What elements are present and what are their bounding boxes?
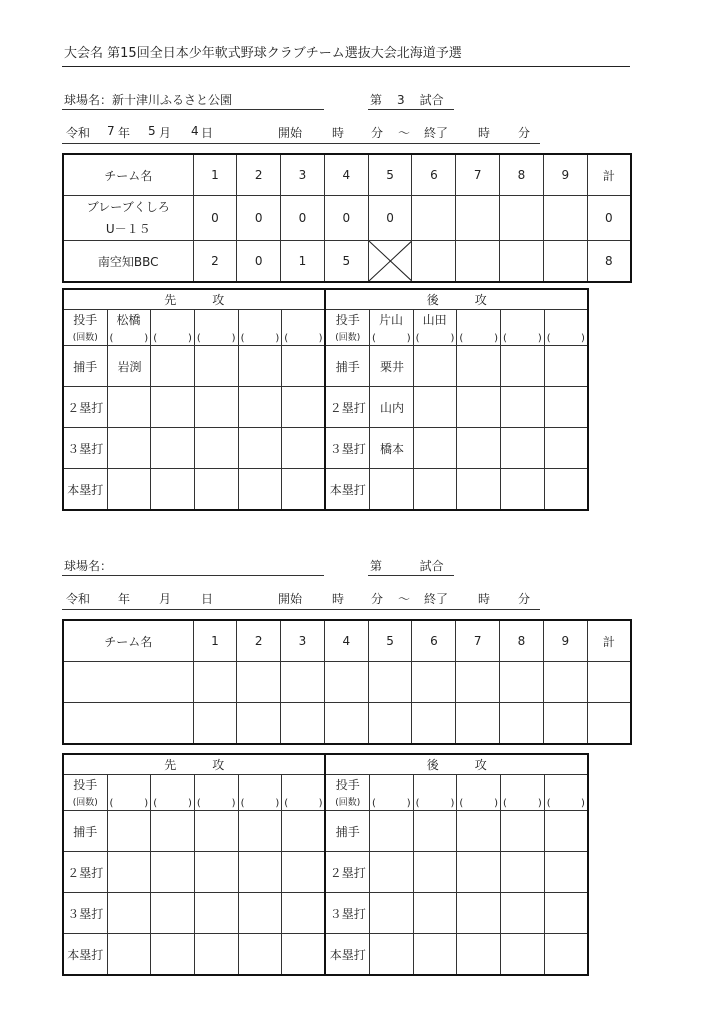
paren: ( ) (371, 333, 411, 344)
venue-underline (62, 575, 324, 576)
pitching-table (62, 753, 589, 976)
end-hour-label: 時 (478, 126, 491, 140)
triple-label: ３塁打 (325, 428, 369, 469)
inning-score: 1 (281, 241, 325, 283)
hr-hitters (107, 469, 151, 511)
paren: ( ) (284, 798, 323, 809)
day-unit: 日 (201, 592, 214, 606)
innings-label: (回数) (325, 328, 369, 346)
innings-pitched (457, 328, 501, 346)
venue-label: 球場名： (64, 93, 113, 107)
month-unit: 月 (159, 592, 172, 606)
year-unit: 年 (118, 126, 131, 140)
triple-hitters (107, 428, 151, 469)
inning-header: 4 (324, 154, 368, 196)
inning-score: 5 (324, 241, 368, 283)
innings-pitched (413, 328, 457, 346)
match-number (370, 557, 444, 574)
paren: ( ) (196, 798, 236, 809)
date-underline (62, 609, 540, 610)
pitcher-name (194, 310, 238, 329)
pitcher-name: 片山 (369, 310, 413, 329)
pitcher-name (501, 310, 545, 329)
triple-label: ３塁打 (325, 893, 369, 934)
paren: ( ) (503, 798, 542, 809)
hour-label: 時 (332, 592, 345, 606)
day: 4 (191, 124, 199, 138)
score-header-row (63, 620, 631, 662)
day-unit: 日 (201, 126, 214, 140)
paren: ( ) (153, 333, 192, 344)
innings-pitched (151, 793, 195, 811)
total-score: 0 (587, 196, 631, 241)
title-underline (62, 66, 630, 67)
venue-underline (62, 109, 324, 110)
inning-header: 3 (281, 154, 325, 196)
hr-hitters (369, 469, 413, 511)
catcher-name: 岩渕 (107, 346, 151, 387)
double-label: ２塁打 (325, 387, 369, 428)
inning-score (412, 241, 456, 283)
end-min-label: 分 (518, 126, 531, 140)
team-row (63, 241, 631, 283)
match-label-right: 試合 (419, 559, 444, 573)
inning-header: 5 (368, 620, 412, 662)
triple-hitters: 橋本 (369, 428, 413, 469)
total-score: 8 (587, 241, 631, 283)
innings-pitched (194, 328, 238, 346)
innings-pitched (544, 793, 588, 811)
innings-pitched (501, 793, 545, 811)
not-played-cell (368, 241, 412, 283)
era: 令和 (66, 126, 91, 140)
inning-score (543, 241, 587, 283)
month: 5 (148, 124, 156, 138)
pitcher-name: 山田 (413, 310, 457, 329)
double-hitters: 山内 (369, 387, 413, 428)
team-header: チーム名 (63, 154, 193, 196)
team-name: 南空知BBC (63, 241, 193, 283)
pitcher-label: 投手 (63, 310, 107, 329)
paren: ( ) (240, 333, 280, 344)
paren: ( ) (415, 798, 455, 809)
end-label: 終了 (424, 126, 449, 140)
year: 7 (107, 124, 115, 138)
pitcher-label: 投手 (63, 775, 107, 794)
innings-pitched (194, 793, 238, 811)
hour-label: 時 (332, 126, 345, 140)
double-hitters (107, 387, 151, 428)
match-no: 3 (397, 93, 405, 107)
paren: ( ) (109, 333, 149, 344)
innings-pitched (282, 328, 326, 346)
innings-pitched (501, 328, 545, 346)
start-label: 開始 (278, 592, 303, 606)
date-line (66, 590, 546, 606)
venue-label: 球場名： (64, 559, 113, 573)
innings-pitched (457, 793, 501, 811)
match-label-right: 試合 (419, 93, 444, 107)
pitcher-name (282, 310, 326, 329)
end-label: 終了 (424, 592, 449, 606)
inning-header: 1 (193, 620, 237, 662)
pitcher-name (151, 310, 195, 329)
inning-score (543, 196, 587, 241)
inning-header: 8 (500, 154, 544, 196)
hr-label: 本塁打 (325, 469, 369, 511)
match-underline (368, 575, 454, 576)
inning-score: 0 (237, 196, 281, 241)
end-hour-label: 時 (478, 592, 491, 606)
pitcher-label: 投手 (325, 775, 369, 794)
event-name: 第15回全日本少年軟式野球クラブチーム選抜大会北海道予選 (107, 46, 462, 61)
paren: ( ) (371, 798, 411, 809)
venue-value: 新十津川ふるさと公園 (112, 93, 233, 107)
paren: ( ) (503, 333, 542, 344)
event-title (64, 42, 462, 61)
match-label-left: 第 (370, 93, 383, 107)
innings-label: (回数) (63, 328, 107, 346)
paren: ( ) (153, 798, 192, 809)
team-header: チーム名 (63, 620, 193, 662)
inning-header: 7 (456, 620, 500, 662)
innings-pitched (544, 328, 588, 346)
triple-label: ３塁打 (63, 893, 107, 934)
pitcher-name (457, 310, 501, 329)
inning-header: 8 (500, 620, 544, 662)
scoreboard-table (62, 619, 632, 745)
match-number (370, 91, 444, 108)
inning-score (456, 196, 500, 241)
innings-pitched (369, 328, 413, 346)
innings-pitched (238, 793, 282, 811)
inning-score (456, 241, 500, 283)
catcher-name: 栗井 (369, 346, 413, 387)
match-underline (368, 109, 454, 110)
paren: ( ) (109, 798, 149, 809)
inning-score: 0 (324, 196, 368, 241)
inning-header: 6 (412, 620, 456, 662)
pitching-table (62, 288, 589, 511)
inning-header: 3 (281, 620, 325, 662)
innings-label: (回数) (325, 793, 369, 811)
venue-line (64, 91, 232, 108)
total-header: 計 (587, 154, 631, 196)
team-name-line2: U－１５ (105, 222, 151, 236)
scoreboard-table (62, 153, 632, 283)
paren: ( ) (546, 333, 585, 344)
team-row (63, 703, 631, 745)
inning-header: 4 (324, 620, 368, 662)
paren: ( ) (459, 798, 499, 809)
inning-score: 0 (368, 196, 412, 241)
inning-header: 6 (412, 154, 456, 196)
catcher-label: 捕手 (63, 811, 107, 852)
cross-mark (369, 241, 412, 281)
match-label-left: 第 (370, 559, 383, 573)
team-row (63, 196, 631, 241)
hr-label: 本塁打 (63, 934, 107, 976)
paren: ( ) (196, 333, 236, 344)
innings-pitched (369, 793, 413, 811)
inning-score: 2 (193, 241, 237, 283)
venue-line (64, 557, 112, 574)
innings-pitched (413, 793, 457, 811)
second-half-header: 後 攻 (325, 289, 587, 310)
innings-pitched (107, 793, 151, 811)
date-line (66, 124, 546, 140)
first-half-header: 先 攻 (63, 754, 325, 775)
catcher-label: 捕手 (325, 811, 369, 852)
paren: ( ) (240, 798, 280, 809)
second-half-header: 後 攻 (325, 754, 587, 775)
start-label: 開始 (278, 126, 303, 140)
triple-label: ３塁打 (63, 428, 107, 469)
pitcher-label: 投手 (325, 310, 369, 329)
pitcher-name: 松橋 (107, 310, 151, 329)
hr-label: 本塁打 (325, 934, 369, 976)
min-label: 分 (371, 126, 384, 140)
paren: ( ) (459, 333, 499, 344)
innings-pitched (107, 328, 151, 346)
inning-score (500, 241, 544, 283)
inning-header: 5 (368, 154, 412, 196)
hr-label: 本塁打 (63, 469, 107, 511)
paren: ( ) (546, 798, 585, 809)
pitcher-name (544, 310, 588, 329)
inning-score (500, 196, 544, 241)
inning-header: 7 (456, 154, 500, 196)
team-name (63, 196, 193, 241)
double-label: ２塁打 (325, 852, 369, 893)
tilde: 〜 (398, 126, 411, 140)
inning-header: 1 (193, 154, 237, 196)
paren: ( ) (284, 333, 323, 344)
first-half-header: 先 攻 (63, 289, 325, 310)
double-label: ２塁打 (63, 387, 107, 428)
inning-header: 9 (543, 620, 587, 662)
score-header-row (63, 154, 631, 196)
inning-header: 9 (543, 154, 587, 196)
inning-score: 0 (237, 241, 281, 283)
min-label: 分 (371, 592, 384, 606)
team-name-line1: ブレーブくしろ (86, 200, 170, 214)
inning-header: 2 (237, 154, 281, 196)
year-unit: 年 (118, 592, 131, 606)
total-header: 計 (587, 620, 631, 662)
catcher-label: 捕手 (63, 346, 107, 387)
month-unit: 月 (159, 126, 172, 140)
catcher-label: 捕手 (325, 346, 369, 387)
pitcher-name (238, 310, 282, 329)
date-underline (62, 143, 540, 144)
double-label: ２塁打 (63, 852, 107, 893)
innings-pitched (151, 328, 195, 346)
era: 令和 (66, 592, 91, 606)
tilde: 〜 (398, 592, 411, 606)
innings-label: (回数) (63, 793, 107, 811)
inning-header: 2 (237, 620, 281, 662)
inning-score (412, 196, 456, 241)
team-row (63, 662, 631, 703)
end-min-label: 分 (518, 592, 531, 606)
paren: ( ) (415, 333, 455, 344)
innings-pitched (238, 328, 282, 346)
inning-score: 0 (193, 196, 237, 241)
inning-score: 0 (281, 196, 325, 241)
event-label: 大会名 (64, 46, 104, 61)
innings-pitched (282, 793, 326, 811)
